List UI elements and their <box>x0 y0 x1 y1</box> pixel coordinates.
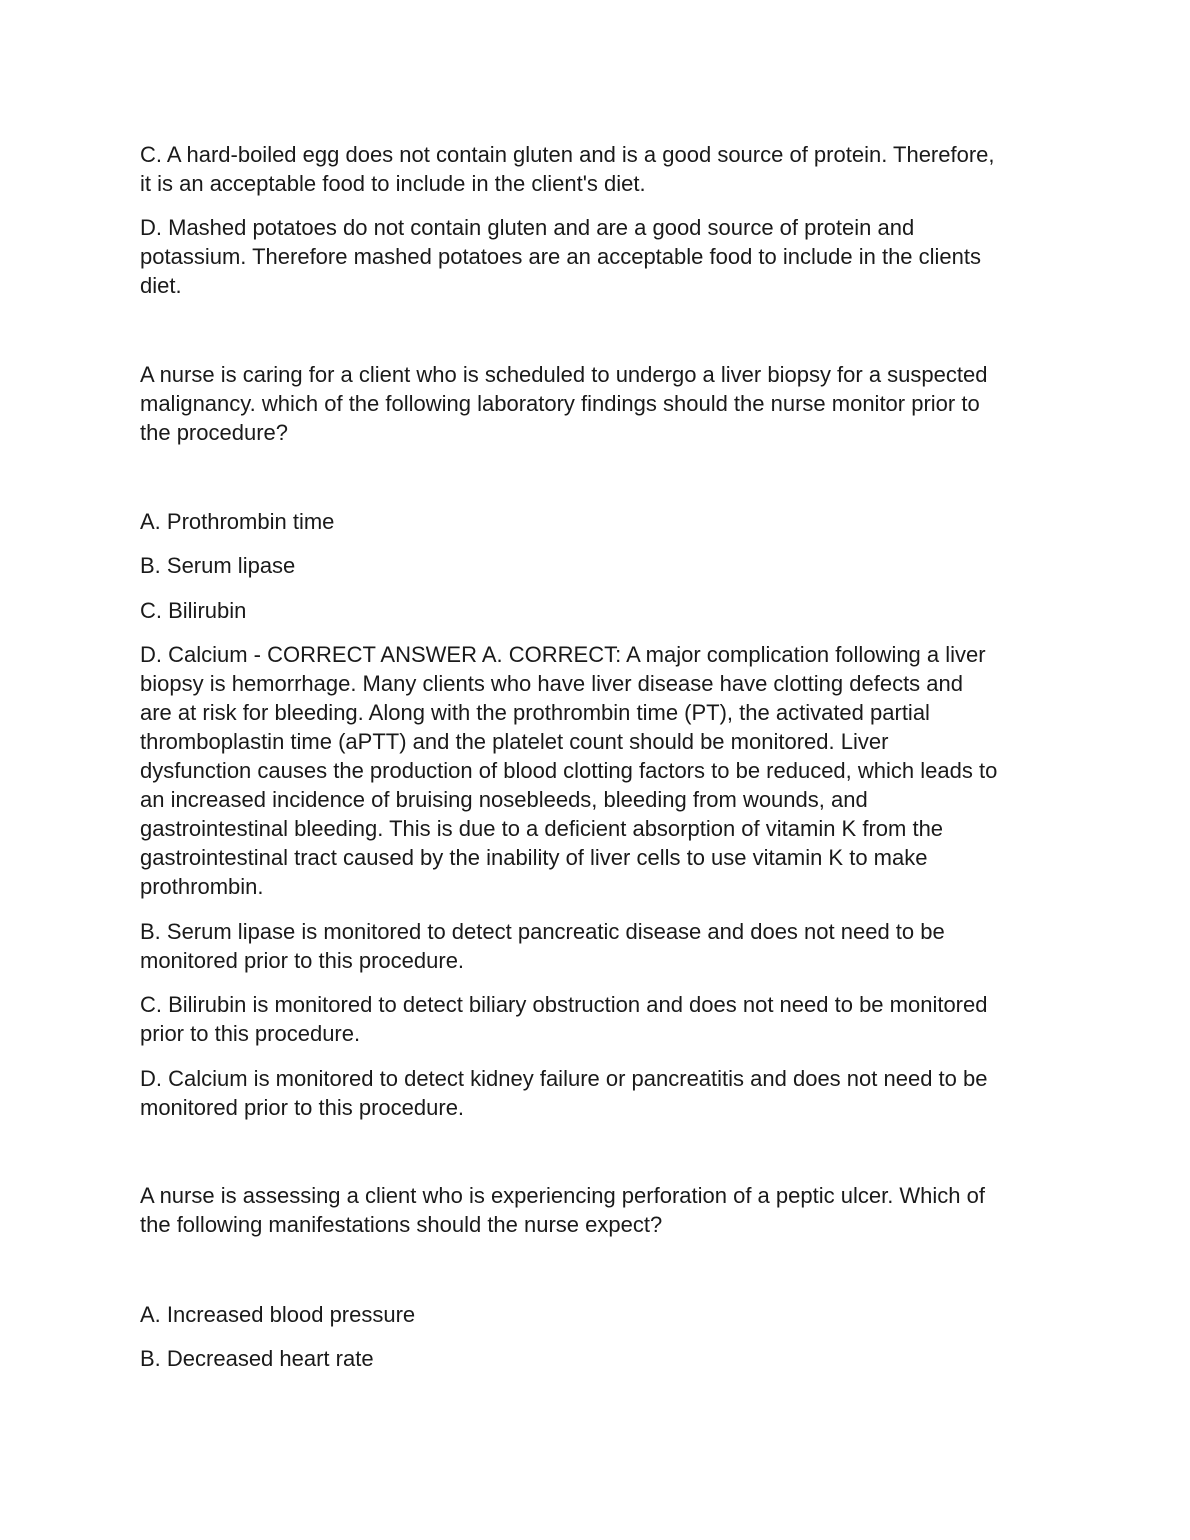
explanation-c-egg <box>140 140 995 198</box>
text-line: B. Serum lipase is monitored to detect pancreatic disease and does not need to be <box>140 919 945 944</box>
text-line: A nurse is caring for a client who is scheduled to undergo a liver biopsy for a suspected <box>140 362 988 387</box>
text-line: malignancy. which of the following laboratory findings should the nurse monitor prior to <box>140 391 980 416</box>
text-line: biopsy is hemorrhage. Many clients who have liver disease have clotting defects and <box>140 671 964 696</box>
text-line: C. Bilirubin <box>140 598 247 623</box>
text-line: diet. <box>140 273 182 298</box>
text-line: B. Decreased heart rate <box>140 1346 374 1371</box>
text-line: monitored prior to this procedure. <box>140 948 465 973</box>
text-line: prothrombin. <box>140 874 264 899</box>
text-line: potassium. Therefore mashed potatoes are an acceptable food to include in the clients <box>140 244 982 269</box>
text-line: gastrointestinal tract caused by the inability of liver cells to use vitamin K to make <box>140 845 928 870</box>
text-line: D. Calcium is monitored to detect kidney failure or pancreatitis and does not need to be <box>140 1066 988 1091</box>
text-line: D. Calcium - CORRECT ANSWER A. CORRECT: A major complication following a liver <box>140 642 986 667</box>
text-line: C. Bilirubin is monitored to detect biliary obstruction and does not need to be monitored <box>140 992 988 1017</box>
text-line: D. Mashed potatoes do not contain gluten and are a good source of protein and <box>140 215 915 240</box>
text-line: thromboplastin time (aPTT) and the platelet count should be monitored. Liver <box>140 729 889 754</box>
option-a <box>140 1300 415 1329</box>
option-d-with-answer <box>140 640 997 901</box>
text-line: monitored prior to this procedure. <box>140 1095 465 1120</box>
text-line: it is an acceptable food to include in the client's diet. <box>140 171 646 196</box>
option-b <box>140 1344 374 1373</box>
option-c <box>140 596 246 625</box>
question-liver-biopsy <box>140 360 987 447</box>
explanation-b-lipase <box>140 917 945 975</box>
text-line: the procedure? <box>140 420 288 445</box>
explanation-d-calcium <box>140 1064 987 1122</box>
text-line: an increased incidence of bruising nosebleeds, bleeding from wounds, and <box>140 787 868 812</box>
text-line: gastrointestinal bleeding. This is due to a deficient absorption of vitamin K from the <box>140 816 944 841</box>
text-line: C. A hard-boiled egg does not contain gluten and is a good source of protein. Therefore, <box>140 142 995 167</box>
option-b <box>140 551 295 580</box>
text-line: prior to this procedure. <box>140 1021 361 1046</box>
option-a <box>140 507 334 536</box>
explanation-d-potatoes <box>140 213 981 300</box>
question-peptic-ulcer <box>140 1181 985 1239</box>
text-line: dysfunction causes the production of blood clotting factors to be reduced, which leads to <box>140 758 998 783</box>
text-line: the following manifestations should the nurse expect? <box>140 1212 663 1237</box>
explanation-c-bilirubin <box>140 990 987 1048</box>
text-line: A. Prothrombin time <box>140 509 335 534</box>
text-line: A nurse is assessing a client who is experiencing perforation of a peptic ulcer. Which of <box>140 1183 986 1208</box>
text-line: B. Serum lipase <box>140 553 296 578</box>
text-line: are at risk for bleeding. Along with the prothrombin time (PT), the activated partial <box>140 700 930 725</box>
text-line: A. Increased blood pressure <box>140 1302 416 1327</box>
